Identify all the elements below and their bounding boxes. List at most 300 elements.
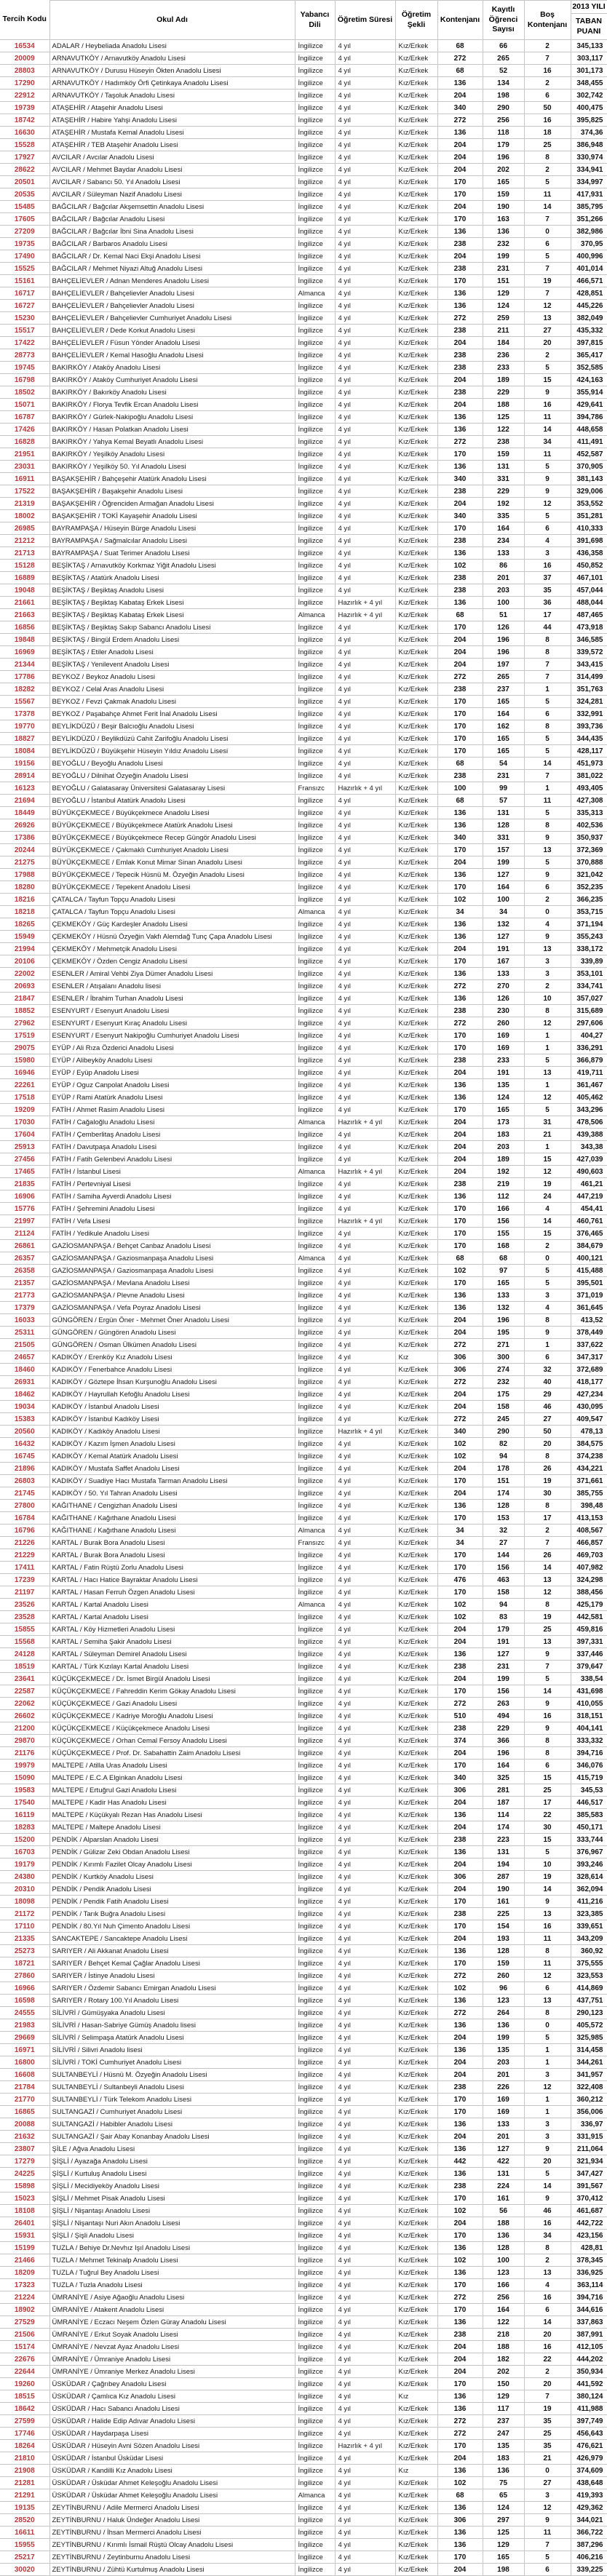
cell-kayitli-ogrenci-sayisi: 133	[483, 2118, 524, 2131]
table-row	[0, 782, 607, 795]
cell-yabanci-dili: İngilizce	[295, 980, 335, 993]
cell-kontenjani: 340	[437, 102, 483, 114]
cell-okul-adi: BAKIRKÖY / Bakırköy Anadolu Lisesi	[49, 386, 295, 399]
cell-ogretim-suresi: 4 yıl	[335, 2465, 395, 2477]
cell-ogretim-suresi: 4 yıl	[335, 955, 395, 968]
cell-ogretim-suresi: 4 yıl	[335, 1413, 395, 1426]
cell-ogretim-sekli: Kız/Erkek	[395, 213, 437, 226]
cell-okul-adi: PENDİK / 80.Yıl Nuh Çimento Anadolu Lisesi	[49, 1920, 295, 1933]
cell-okul-adi: ŞİŞLİ / Kurtuluş Anadolu Lisesi	[49, 2168, 295, 2180]
cell-kayitli-ogrenci-sayisi: 174	[483, 1487, 524, 1500]
table-row	[0, 1376, 607, 1388]
cell-bos-kontenjani: 18	[524, 127, 571, 139]
table-row	[0, 2155, 607, 2168]
cell-tercih-kodu: 21663	[0, 609, 49, 621]
cell-okul-adi: GÜNGÖREN / Osman Ülkümen Anadolu Lisesi	[49, 1339, 295, 1351]
cell-yabanci-dili: Almanca	[295, 906, 335, 918]
cell-yabanci-dili: İngilizce	[295, 1289, 335, 1302]
cell-kontenjani: 170	[437, 1203, 483, 1215]
table-row	[0, 287, 607, 300]
cell-taban-puani: 457,044	[571, 584, 607, 597]
cell-okul-adi: SİLİVRİ / Selimpaşa Atatürk Anadolu Lisesi	[49, 2032, 295, 2044]
cell-yabanci-dili: İngilizce	[295, 2044, 335, 2056]
cell-okul-adi: KARTAL / Hasan Ferruh Özgen Anadolu Lisesi	[49, 1586, 295, 1599]
cell-kontenjani: 102	[437, 894, 483, 906]
cell-bos-kontenjani: 5	[524, 461, 571, 473]
cell-ogretim-suresi: 4 yıl	[335, 1005, 395, 1017]
cell-okul-adi: ÜMRANİYE / Ümraniye Merkez Anadolu Lisesi	[49, 2366, 295, 2378]
cell-ogretim-suresi: 4 yıl	[335, 2378, 395, 2390]
cell-kayitli-ogrenci-sayisi: 159	[483, 448, 524, 461]
cell-kayitli-ogrenci-sayisi: 192	[483, 1166, 524, 1178]
cell-tercih-kodu: 21951	[0, 448, 49, 461]
cell-kayitli-ogrenci-sayisi: 290	[483, 102, 524, 114]
cell-ogretim-suresi: 4 yıl	[335, 2527, 395, 2539]
table-row	[0, 906, 607, 918]
cell-kayitli-ogrenci-sayisi: 187	[483, 1797, 524, 1809]
cell-okul-adi: BAŞAKŞEHİR / TOKİ Kayaşehir Anadolu Lisesi	[49, 510, 295, 522]
cell-tercih-kodu: 27860	[0, 1970, 49, 1982]
cell-ogretim-suresi: 4 yıl	[335, 1710, 395, 1722]
cell-yabanci-dili: İngilizce	[295, 2155, 335, 2168]
cell-ogretim-sekli: Kız/Erkek	[395, 1735, 437, 1747]
cell-kontenjani: 170	[437, 1685, 483, 1698]
cell-kayitli-ogrenci-sayisi: 201	[483, 572, 524, 584]
cell-kayitli-ogrenci-sayisi: 157	[483, 844, 524, 856]
cell-okul-adi: KARTAL / Hacı Hatice Bayraktar Anadolu Lisesi	[49, 1574, 295, 1586]
cell-ogretim-sekli: Kız/Erkek	[395, 1079, 437, 1092]
cell-bos-kontenjani: 12	[524, 1092, 571, 1104]
cell-kontenjani: 204	[437, 164, 483, 176]
cell-taban-puani: 334,741	[571, 980, 607, 993]
cell-bos-kontenjani: 16	[524, 65, 571, 77]
cell-taban-puani: 395,501	[571, 1277, 607, 1289]
cell-bos-kontenjani: 20	[524, 337, 571, 349]
cell-yabanci-dili: İngilizce	[295, 2131, 335, 2143]
cell-ogretim-sekli: Kız/Erkek	[395, 1500, 437, 1512]
cell-yabanci-dili: İngilizce	[295, 1327, 335, 1339]
cell-ogretim-suresi: 4 yıl	[335, 1129, 395, 1141]
cell-tercih-kodu: 17605	[0, 213, 49, 226]
cell-yabanci-dili: İngilizce	[295, 671, 335, 683]
cell-ogretim-suresi: 4 yıl	[335, 1339, 395, 1351]
cell-yabanci-dili: İngilizce	[295, 597, 335, 609]
cell-yabanci-dili: İngilizce	[295, 1834, 335, 1846]
cell-kontenjani: 204	[437, 1314, 483, 1327]
cell-yabanci-dili: İngilizce	[295, 683, 335, 696]
cell-ogretim-sekli: Kız/Erkek	[395, 2415, 437, 2428]
cell-taban-puani: 355,243	[571, 931, 607, 943]
cell-ogretim-sekli: Kız/Erkek	[395, 510, 437, 522]
cell-taban-puani: 442,581	[571, 1611, 607, 1623]
cell-ogretim-suresi: 4 yıl	[335, 2267, 395, 2279]
cell-tercih-kodu: 18002	[0, 510, 49, 522]
cell-taban-puani: 441,592	[571, 2378, 607, 2390]
table-header	[0, 1, 607, 40]
table-row	[0, 1203, 607, 1215]
cell-tercih-kodu: 16611	[0, 2527, 49, 2539]
cell-ogretim-suresi: 4 yıl	[335, 386, 395, 399]
cell-okul-adi: KÜÇÜKÇEKMECE / Gazi Anadolu Lisesi	[49, 1698, 295, 1710]
cell-okul-adi: BÜYÜKÇEKMECE / Büyükçekmece Atatürk Anadolu Lisesi	[49, 819, 295, 832]
cell-okul-adi: GAZİOSMANPAŞA / Plevne Anadolu Lisesi	[49, 1289, 295, 1302]
cell-yabanci-dili: Almanca	[295, 609, 335, 621]
cell-ogretim-sekli: Kız/Erkek	[395, 720, 437, 733]
cell-bos-kontenjani: 17	[524, 1512, 571, 1524]
cell-yabanci-dili: İngilizce	[295, 362, 335, 374]
cell-ogretim-suresi: 4 yıl	[335, 1228, 395, 1240]
cell-tercih-kodu: 15161	[0, 275, 49, 287]
cell-okul-adi: ŞİŞLİ / Mehmet Pisak Anadolu Lisesi	[49, 2193, 295, 2205]
cell-bos-kontenjani: 13	[524, 1995, 571, 2007]
cell-yabanci-dili: İngilizce	[295, 139, 335, 151]
cell-yabanci-dili: İngilizce	[295, 1512, 335, 1524]
cell-taban-puani: 366,235	[571, 894, 607, 906]
cell-ogretim-sekli: Kız/Erkek	[395, 2044, 437, 2056]
cell-kayitli-ogrenci-sayisi: 199	[483, 2032, 524, 2044]
cell-ogretim-suresi: Hazırlık + 4 yıl	[335, 1166, 395, 1178]
cell-okul-adi: KADIKÖY / Kazım İşmen Anadolu Lisesi	[49, 1438, 295, 1450]
cell-bos-kontenjani: 5	[524, 2168, 571, 2180]
cell-ogretim-sekli: Kız/Erkek	[395, 1215, 437, 1228]
cell-ogretim-suresi: 4 yıl	[335, 2106, 395, 2118]
cell-tercih-kodu: 23526	[0, 1599, 49, 1611]
cell-taban-puani: 490,603	[571, 1166, 607, 1178]
table-row	[0, 337, 607, 349]
table-row	[0, 1364, 607, 1376]
cell-okul-adi: KADIKÖY / Göztepe İhsan Kurşunoğlu Anadolu Lisesi	[49, 1376, 295, 1388]
cell-taban-puani: 394,716	[571, 2291, 607, 2304]
cell-kontenjani: 170	[437, 275, 483, 287]
cell-ogretim-sekli: Kız/Erkek	[395, 2019, 437, 2032]
cell-okul-adi: SULTANBEYLİ / Hüsnü M. Özyeğin Anadolu Lisesi	[49, 2069, 295, 2081]
cell-ogretim-suresi: 4 yıl	[335, 1735, 395, 1747]
cell-kontenjani: 238	[437, 2180, 483, 2193]
cell-ogretim-sekli: Kız/Erkek	[395, 1067, 437, 1079]
cell-okul-adi: KADIKÖY / Kemal Atatürk Anadolu Lisesi	[49, 1450, 295, 1463]
cell-bos-kontenjani: 9	[524, 1722, 571, 1735]
cell-yabanci-dili: İngilizce	[295, 102, 335, 114]
cell-ogretim-sekli: Kız/Erkek	[395, 634, 437, 646]
cell-kontenjani: 68	[437, 40, 483, 52]
cell-tercih-kodu: 15955	[0, 2539, 49, 2551]
cell-ogretim-sekli: Kız/Erkek	[395, 102, 437, 114]
cell-kontenjani: 204	[437, 1821, 483, 1834]
cell-ogretim-sekli: Kız/Erkek	[395, 770, 437, 782]
cell-kayitli-ogrenci-sayisi: 183	[483, 1129, 524, 1141]
cell-ogretim-sekli: Kız/Erkek	[395, 1277, 437, 1289]
table-row	[0, 1859, 607, 1871]
cell-tercih-kodu: 19260	[0, 2378, 49, 2390]
cell-okul-adi: GAZİOSMANPAŞA / Behçet Canbaz Anadolu Lisesi	[49, 1240, 295, 1252]
cell-tercih-kodu: 21466	[0, 2254, 49, 2267]
cell-ogretim-sekli: Kız/Erkek	[395, 2193, 437, 2205]
cell-okul-adi: ATAŞEHİR / Ataşehir Anadolu Lisesi	[49, 102, 295, 114]
cell-kontenjani: 170	[437, 1215, 483, 1228]
cell-bos-kontenjani: 2	[524, 40, 571, 52]
cell-kayitli-ogrenci-sayisi: 164	[483, 2304, 524, 2316]
cell-kontenjani: 136	[437, 1302, 483, 1314]
table-row	[0, 1178, 607, 1190]
cell-taban-puani: 335,313	[571, 807, 607, 819]
cell-yabanci-dili: İngilizce	[295, 188, 335, 201]
cell-ogretim-sekli: Kız/Erkek	[395, 2539, 437, 2551]
cell-ogretim-sekli: Kız/Erkek	[395, 894, 437, 906]
cell-okul-adi: KARTAL / Burak Bora Anadolu Lisesi	[49, 1537, 295, 1549]
cell-tercih-kodu: 20535	[0, 188, 49, 201]
cell-kontenjani: 204	[437, 1463, 483, 1475]
cell-kontenjani: 306	[437, 1364, 483, 1376]
cell-tercih-kodu: 21632	[0, 2131, 49, 2143]
cell-okul-adi: KÜÇÜKÇEKMECE / Orhan Cemal Fersoy Anadolu Lisesi	[49, 1735, 295, 1747]
cell-kontenjani: 136	[437, 869, 483, 881]
cell-yabanci-dili: İngilizce	[295, 1611, 335, 1623]
cell-tercih-kodu: 15128	[0, 560, 49, 572]
cell-ogretim-suresi: 4 yıl	[335, 374, 395, 386]
cell-taban-puani: 330,974	[571, 151, 607, 164]
cell-kayitli-ogrenci-sayisi: 331	[483, 832, 524, 844]
cell-tercih-kodu: 25273	[0, 1945, 49, 1957]
cell-yabanci-dili: İngilizce	[295, 2279, 335, 2291]
cell-taban-puani: 334,997	[571, 176, 607, 188]
table-row	[0, 770, 607, 782]
cell-okul-adi: BAĞCILAR / Bağcılar Anadolu Lisesi	[49, 213, 295, 226]
cell-taban-puani: 347,317	[571, 1351, 607, 1364]
cell-ogretim-sekli: Kız/Erkek	[395, 139, 437, 151]
cell-tercih-kodu: 16796	[0, 1524, 49, 1537]
table-row	[0, 2539, 607, 2551]
cell-bos-kontenjani: 40	[524, 1376, 571, 1388]
cell-yabanci-dili: İngilizce	[295, 2106, 335, 2118]
cell-yabanci-dili: İngilizce	[295, 1549, 335, 1562]
cell-taban-puani: 376,967	[571, 1846, 607, 1859]
cell-tercih-kodu: 20693	[0, 980, 49, 993]
cell-kayitli-ogrenci-sayisi: 231	[483, 1661, 524, 1673]
cell-bos-kontenjani: 7	[524, 52, 571, 65]
table-row	[0, 1104, 607, 1116]
cell-okul-adi: ZEYTİNBURNU / Adile Mermerci Anadolu Lisesi	[49, 2502, 295, 2514]
cell-kayitli-ogrenci-sayisi: 233	[483, 1054, 524, 1067]
cell-ogretim-sekli: Kız/Erkek	[395, 1388, 437, 1401]
cell-tercih-kodu: 28914	[0, 770, 49, 782]
column-header-ogretim-sekli: Öğretim Şekli	[395, 1, 437, 40]
table-row	[0, 758, 607, 770]
cell-taban-puani: 398,48	[571, 1500, 607, 1512]
cell-taban-puani: 303,117	[571, 52, 607, 65]
table-row	[0, 683, 607, 696]
cell-yabanci-dili: İngilizce	[295, 2205, 335, 2217]
table-row	[0, 621, 607, 634]
cell-ogretim-sekli: Kız/Erkek	[395, 745, 437, 758]
cell-taban-puani: 343,415	[571, 659, 607, 671]
cell-okul-adi: SULTANGAZİ / Habibler Anadolu Lisesi	[49, 2118, 295, 2131]
cell-taban-puani: 450,852	[571, 560, 607, 572]
table-row	[0, 1747, 607, 1760]
cell-yabanci-dili: İngilizce	[295, 1339, 335, 1351]
cell-yabanci-dili: İngilizce	[295, 1970, 335, 1982]
table-row	[0, 1933, 607, 1945]
cell-taban-puani: 452,587	[571, 448, 607, 461]
cell-okul-adi: BAYRAMPAŞA / Suat Terimer Anadolu Lisesi	[49, 547, 295, 560]
cell-kontenjani: 170	[437, 188, 483, 201]
cell-bos-kontenjani: 2	[524, 894, 571, 906]
cell-okul-adi: KÜÇÜKÇEKMECE / Fahreddin Kerim Gökay Anadolu Lisesi	[49, 1685, 295, 1698]
cell-ogretim-suresi: 4 yıl	[335, 1623, 395, 1636]
cell-okul-adi: PENDİK / Pendik Fatih Anadolu Lisesi	[49, 1896, 295, 1908]
cell-kayitli-ogrenci-sayisi: 75	[483, 2477, 524, 2489]
cell-yabanci-dili: İngilizce	[295, 498, 335, 510]
table-row	[0, 349, 607, 362]
cell-bos-kontenjani: 20	[524, 2155, 571, 2168]
cell-ogretim-suresi: 4 yıl	[335, 1599, 395, 1611]
cell-kayitli-ogrenci-sayisi: 165	[483, 733, 524, 745]
cell-ogretim-sekli: Kız/Erkek	[395, 1265, 437, 1277]
cell-kontenjani: 238	[437, 683, 483, 696]
cell-bos-kontenjani: 32	[524, 1364, 571, 1376]
cell-ogretim-suresi: 4 yıl	[335, 1388, 395, 1401]
cell-bos-kontenjani: 8	[524, 634, 571, 646]
cell-tercih-kodu: 18852	[0, 1005, 49, 1017]
cell-ogretim-suresi: 4 yıl	[335, 1549, 395, 1562]
table-row	[0, 1648, 607, 1661]
table-row	[0, 201, 607, 213]
cell-kontenjani: 204	[437, 634, 483, 646]
cell-bos-kontenjani: 34	[524, 2230, 571, 2242]
cell-yabanci-dili: İngilizce	[295, 386, 335, 399]
cell-tercih-kodu: 16787	[0, 411, 49, 424]
cell-bos-kontenjani: 26	[524, 1463, 571, 1475]
table-row	[0, 1252, 607, 1265]
cell-kayitli-ogrenci-sayisi: 144	[483, 1549, 524, 1562]
cell-okul-adi: ÜSKÜDAR / Halide Edip Adıvar Anadolu Lisesi	[49, 2415, 295, 2428]
cell-kayitli-ogrenci-sayisi: 128	[483, 1945, 524, 1957]
cell-ogretim-sekli: Kız/Erkek	[395, 1203, 437, 1215]
cell-kontenjani: 102	[437, 1438, 483, 1450]
table-row	[0, 1487, 607, 1500]
cell-ogretim-suresi: 4 yıl	[335, 708, 395, 720]
cell-yabanci-dili: İngilizce	[295, 1698, 335, 1710]
cell-bos-kontenjani: 37	[524, 572, 571, 584]
cell-bos-kontenjani: 8	[524, 1500, 571, 1512]
cell-yabanci-dili: İngilizce	[295, 226, 335, 238]
cell-bos-kontenjani: 9	[524, 832, 571, 844]
cell-taban-puani: 466,571	[571, 275, 607, 287]
cell-kontenjani: 170	[437, 1896, 483, 1908]
cell-yabanci-dili: İngilizce	[295, 1574, 335, 1586]
table-row	[0, 993, 607, 1005]
cell-tercih-kodu: 21505	[0, 1339, 49, 1351]
cell-okul-adi: ÜSKÜDAR / Kandilli Kız Anadolu Lisesi	[49, 2465, 295, 2477]
cell-taban-puani: 419,393	[571, 2489, 607, 2502]
cell-tercih-kodu: 18265	[0, 918, 49, 931]
cell-okul-adi: BAŞAKŞEHİR / Öğrenciden Armağan Anadolu Lisesi	[49, 498, 295, 510]
cell-kayitli-ogrenci-sayisi: 199	[483, 250, 524, 263]
cell-ogretim-suresi: 4 yıl	[335, 1920, 395, 1933]
cell-bos-kontenjani: 8	[524, 2007, 571, 2019]
cell-ogretim-suresi: 4 yıl	[335, 2415, 395, 2428]
cell-yabanci-dili: İngilizce	[295, 461, 335, 473]
cell-ogretim-sekli: Kız/Erkek	[395, 1834, 437, 1846]
table-row	[0, 2118, 607, 2131]
cell-yabanci-dili: Almanca	[295, 1524, 335, 1537]
cell-ogretim-suresi: Hazırlık + 4 yıl	[335, 2440, 395, 2452]
cell-taban-puani: 337,863	[571, 2316, 607, 2329]
table-row	[0, 980, 607, 993]
cell-yabanci-dili: İngilizce	[295, 1685, 335, 1698]
cell-tercih-kodu: 18519	[0, 1661, 49, 1673]
cell-bos-kontenjani: 1	[524, 2106, 571, 2118]
cell-ogretim-sekli: Kız/Erkek	[395, 1153, 437, 1166]
cell-okul-adi: FATİH / İstanbul Lisesi	[49, 1166, 295, 1178]
table-row	[0, 2551, 607, 2564]
cell-ogretim-suresi: 4 yıl	[335, 250, 395, 263]
cell-bos-kontenjani: 19	[524, 1871, 571, 1883]
cell-taban-puani: 380,124	[571, 2390, 607, 2403]
cell-yabanci-dili: İngilizce	[295, 2007, 335, 2019]
cell-okul-adi: BAHÇELİEVLER / Kemal Hasoğlu Anadolu Lisesi	[49, 349, 295, 362]
cell-okul-adi: KARTAL / Semiha Şakir Anadolu Lisesi	[49, 1636, 295, 1648]
table-row	[0, 547, 607, 560]
cell-kontenjani: 170	[437, 1920, 483, 1933]
cell-taban-puani: 378,345	[571, 2254, 607, 2267]
cell-ogretim-suresi: 4 yıl	[335, 201, 395, 213]
cell-ogretim-suresi: 4 yıl	[335, 2341, 395, 2353]
cell-kontenjani: 136	[437, 993, 483, 1005]
cell-yabanci-dili: İngilizce	[295, 2378, 335, 2390]
cell-taban-puani: 337,622	[571, 1339, 607, 1351]
cell-ogretim-sekli: Kız/Erkek	[395, 411, 437, 424]
cell-taban-puani: 438,648	[571, 2477, 607, 2489]
cell-tercih-kodu: 21908	[0, 2465, 49, 2477]
cell-okul-adi: AVCILAR / Mehmet Baydar Anadolu Lisesi	[49, 164, 295, 176]
table-row	[0, 2403, 607, 2415]
cell-ogretim-sekli: Kız/Erkek	[395, 1933, 437, 1945]
cell-yabanci-dili: Almanca	[295, 1599, 335, 1611]
cell-taban-puani: 314,499	[571, 671, 607, 683]
cell-taban-puani: 437,751	[571, 1995, 607, 2007]
cell-kayitli-ogrenci-sayisi: 184	[483, 337, 524, 349]
column-header-score-year: 2013 YILI	[571, 1, 607, 14]
cell-kayitli-ogrenci-sayisi: 100	[483, 2254, 524, 2267]
cell-kontenjani: 34	[437, 1537, 483, 1549]
cell-yabanci-dili: İngilizce	[295, 374, 335, 386]
cell-bos-kontenjani: 21	[524, 1129, 571, 1141]
cell-ogretim-suresi: 4 yıl	[335, 832, 395, 844]
cell-okul-adi: BAKIRKÖY / Yeşilköy 50. Yıl Anadolu Lisesi	[49, 461, 295, 473]
table-row	[0, 894, 607, 906]
cell-okul-adi: ŞİŞLİ / Ayazağa Anadolu Lisesi	[49, 2155, 295, 2168]
cell-taban-puani: 376,465	[571, 1228, 607, 1240]
cell-kayitli-ogrenci-sayisi: 179	[483, 139, 524, 151]
cell-tercih-kodu: 22912	[0, 90, 49, 102]
cell-yabanci-dili: İngilizce	[295, 2094, 335, 2106]
cell-ogretim-suresi: 4 yıl	[335, 312, 395, 325]
cell-tercih-kodu: 26931	[0, 1376, 49, 1388]
cell-yabanci-dili: İngilizce	[295, 733, 335, 745]
cell-kontenjani: 136	[437, 2390, 483, 2403]
cell-taban-puani: 324,298	[571, 1574, 607, 1586]
cell-tercih-kodu: 15517	[0, 325, 49, 337]
table-row	[0, 1054, 607, 1067]
table-row	[0, 2514, 607, 2527]
cell-ogretim-suresi: 4 yıl	[335, 1586, 395, 1599]
cell-yabanci-dili: İngilizce	[295, 2539, 335, 2551]
cell-okul-adi: BEYKOZ / Celal Aras Anadolu Lisesi	[49, 683, 295, 696]
cell-ogretim-sekli: Kız/Erkek	[395, 325, 437, 337]
cell-taban-puani: 415,488	[571, 1265, 607, 1277]
cell-kayitli-ogrenci-sayisi: 237	[483, 683, 524, 696]
cell-bos-kontenjani: 5	[524, 1277, 571, 1289]
